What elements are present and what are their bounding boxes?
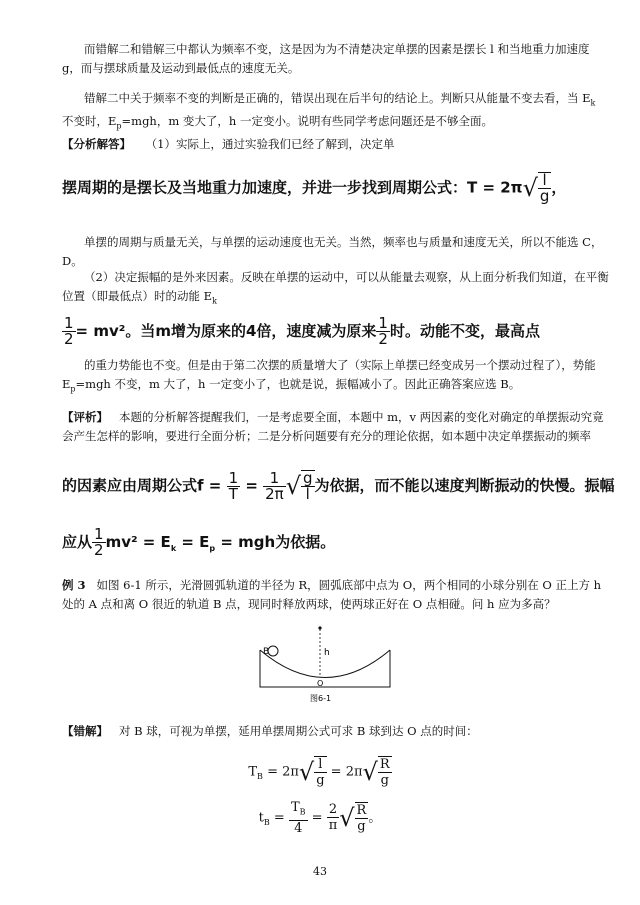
- eq-text: = 2π: [326, 764, 363, 780]
- frac-numerator: g: [303, 469, 313, 487]
- paragraph-comment: [62, 408, 610, 446]
- paragraph-potential-energy: [62, 356, 610, 398]
- text-run: 错解二中关于频率不变的判断是正确的，错误出现在后半句的结论上。判断只从能量不变去看，当 E: [84, 91, 591, 105]
- frac-numerator: 1: [228, 468, 239, 487]
- figure-6-1-diagram: [250, 625, 400, 705]
- ball-b: [268, 646, 278, 656]
- paragraph-period-independent: 单摆的周期与质量无关，与单摆的运动速度也无关。当然，频率也与质量和速度无关，所以不能选 C，D。: [62, 235, 603, 268]
- text-run: =mgh，m 变大了，h 一定变小。说明有些同学考虑问题还是不够全面。: [121, 114, 493, 129]
- subscript: k: [590, 98, 596, 108]
- frac-denominator: 4: [294, 820, 303, 836]
- sqrt-expression: √ $\frac{g}{l}$: [285, 469, 313, 503]
- frac-numerator: 2: [327, 802, 340, 818]
- subscript: k: [212, 296, 217, 306]
- formula-text: f =: [197, 476, 227, 495]
- paragraph-error-analysis-2: [62, 89, 610, 136]
- frac-numerator: 1: [263, 471, 286, 487]
- frac-denominator: 2: [94, 541, 104, 559]
- subscript: p: [70, 384, 76, 394]
- formula-text: = mgh为依据。: [215, 533, 336, 551]
- paragraph-example-3: [62, 576, 610, 614]
- frac-denominator: π: [328, 818, 338, 834]
- subscript: B: [263, 817, 270, 827]
- subscript: B: [257, 772, 263, 782]
- example-label: 例 3: [62, 578, 86, 592]
- formula-period-line: [62, 172, 610, 204]
- frac-numerator: T: [290, 800, 300, 815]
- formula-text: 时。动能不变，最高点: [389, 322, 540, 340]
- frac-denominator: T: [228, 484, 238, 503]
- formula-text: 的因素应由周期公式: [62, 476, 198, 495]
- formula-text: = E: [176, 533, 210, 551]
- text-run: （2）决定振幅的是外来因素。反映在单摆的运动中，可以从能量去观察，从上面分析我们知道，在平衡位置（即最低点）时的动能 E: [62, 270, 609, 303]
- eq-text: T: [248, 764, 258, 780]
- frac-denominator: g: [539, 187, 550, 205]
- frac-denominator: l: [305, 485, 310, 503]
- frac-numerator: 1: [378, 314, 388, 332]
- text-run: =mgh 不变，m 大了，h 一定变小了，也就是说，振幅减小了。因此正确答案应选 B。: [75, 377, 521, 391]
- sqrt-expression: √ $\frac{R}{g}$: [339, 802, 367, 834]
- formula-text: = mv²。当m增为原来的4倍，速度减为原来: [75, 322, 377, 340]
- figure-caption: 图6-1: [310, 694, 332, 703]
- eq-text: = 2π: [262, 764, 299, 780]
- formula-frequency-line: [62, 468, 615, 503]
- frac-denominator: 2: [378, 330, 388, 348]
- frac-numerator: 1: [64, 314, 74, 332]
- frac-denominator: 2π: [265, 484, 284, 503]
- formula-text: ，: [551, 178, 567, 197]
- example-text: 如图 6-1 所示，光滑圆弧轨道的半径为 R，圆弧底部中点为 O，两个相同的小球分别在 O 正上方 h 处的 A 点和离 O 很近的轨道 B 点，现同时释放两球，使两球正好在 O 点相碰。问 h 应为多高？: [62, 578, 602, 611]
- frac-denominator: g: [380, 773, 389, 788]
- equation-time-b: [0, 800, 640, 836]
- formula-kinetic-line: [62, 316, 610, 347]
- text-run: 不变时，E: [62, 114, 117, 129]
- label-o: O: [317, 679, 324, 688]
- frac-numerator: R: [356, 802, 367, 818]
- formula-text: 应从: [62, 533, 93, 551]
- eq-text: =: [307, 810, 327, 826]
- page-number: 43: [313, 865, 327, 878]
- sqrt-expression: √ $\frac{l}{g}$: [522, 171, 550, 205]
- frac-denominator: g: [316, 773, 325, 788]
- eq-text: t: [258, 810, 264, 826]
- paragraph-error-analysis-1: 而错解二和错解三中都认为频率不变，这是因为为不清楚决定单摆的因素是摆长 l 和当地重力加速度 g，而与摆球质量及运动到最低点的速度无关。: [62, 42, 590, 75]
- frac-numerator: l: [314, 757, 326, 773]
- frac-denominator: g: [357, 818, 366, 834]
- paragraph-wrong-solution: [62, 722, 610, 741]
- comment-label: 【评析】: [62, 410, 108, 424]
- paragraph-amplitude: [62, 268, 610, 310]
- formula-text: =: [240, 476, 264, 495]
- equation-period-b: [0, 756, 640, 788]
- subscript: B: [299, 807, 306, 817]
- frac-numerator: R: [379, 757, 390, 772]
- formula-text: mv² = E: [105, 533, 171, 551]
- frac-numerator: 1: [94, 525, 104, 543]
- analysis-text: （1）实际上，通过实验我们已经了解到，决定单: [145, 137, 395, 151]
- formula-energy-line: [62, 527, 610, 558]
- label-b: B: [263, 647, 270, 657]
- wrong-solution-text: 对 B 球，可视为单摆，延用单摆周期公式可求 B 球到达 O 点的时间：: [118, 724, 478, 738]
- frac-denominator: 2: [64, 330, 74, 348]
- sqrt-expression: √ $\frac{l}{g}$: [298, 757, 325, 788]
- sqrt-expression: √ $\frac{R}{g}$: [362, 757, 390, 788]
- text-run: 的重力势能也不变。但是由于第二次摆的质量增大了（实际上单摆已经变成另一个摆动过程了），势能 E: [62, 358, 596, 391]
- analysis-label: 【分析解答】: [62, 137, 131, 151]
- subscript: p: [209, 544, 216, 553]
- wrong-solution-label: 【错解】: [62, 724, 108, 738]
- comment-text: 本题的分析解答提醒我们，一是考虑要全面，本题中 m，v 两因素的变化对确定的单摆振动究竟会产生怎样的影响，要进行全面分析；二是分析问题要有充分的理论依据，如本题中决定单摆振动的频率: [62, 410, 604, 443]
- frac-numerator: l: [538, 173, 552, 189]
- label-h: h: [324, 648, 330, 658]
- eq-text: 。: [368, 810, 382, 826]
- subscript: k: [170, 544, 177, 553]
- eq-text: =: [269, 810, 289, 826]
- subscript: p: [116, 121, 122, 131]
- formula-text: 摆周期的是摆长及当地重力加速度，并进一步找到周期公式：T = 2π: [62, 178, 523, 197]
- analysis-heading-line: [62, 135, 610, 154]
- formula-text: 为依据，而不能以速度判断振动的快慢。振幅: [314, 476, 615, 495]
